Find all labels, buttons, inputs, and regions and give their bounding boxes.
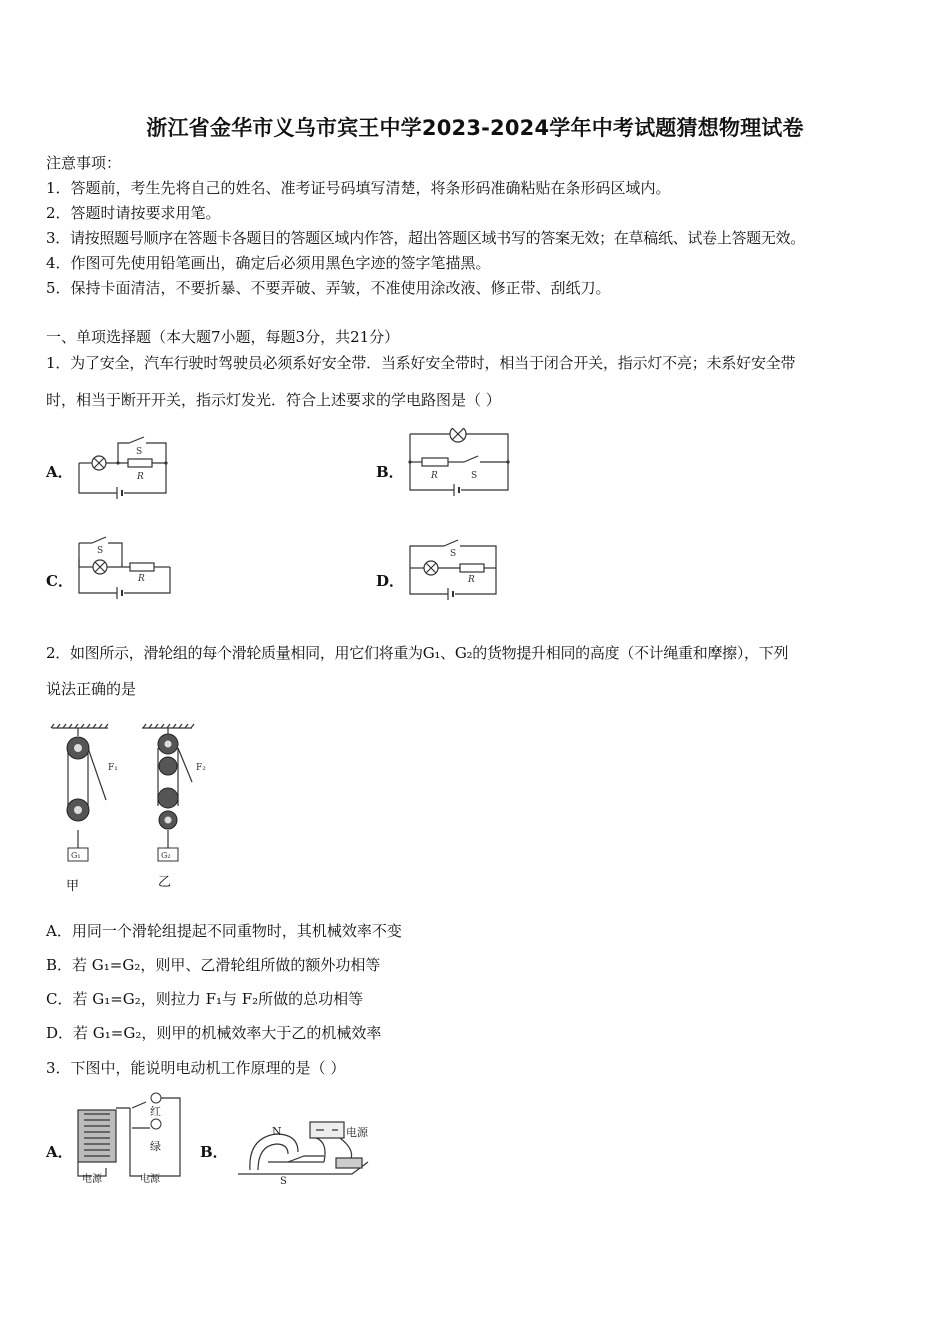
notice-item-2: 2．答题时请按要求用笔。 <box>46 204 221 222</box>
motor-s-label: S <box>280 1176 287 1186</box>
motor-power-label: 电源 <box>346 1126 368 1139</box>
q3-text-line1: 3．下图中，能说明电动机工作原理的是（ ） <box>46 1059 346 1077</box>
circuit-d-diagram <box>404 538 509 600</box>
circuit-a-diagram <box>74 435 179 500</box>
q2-text-line1: 2．如图所示，滑轮组的每个滑轮质量相同，用它们将重为G₁、G₂的货物提升相同的高度（不计绳重和摩擦），下列 <box>46 644 789 662</box>
q2-option-d: D．若 G₁=G₂，则甲的机械效率大于乙的机械效率 <box>46 1024 382 1042</box>
notice-item-3: 3．请按照题号顺序在答题卡各题目的答题区域内作答，超出答题区域书写的答案无效；在草稿纸、试卷上答题无效。 <box>46 229 805 247</box>
circuit-b-resistor-label: R <box>431 471 438 481</box>
circuit-c-diagram <box>74 535 179 600</box>
notice-item-5: 5．保持卡面清洁，不要折暴、不要弄破、弄皱，不准使用涂改液、修正带、刮纸刀。 <box>46 279 611 297</box>
q1-option-d-label: D． <box>376 572 405 590</box>
pulley-f1-label: F₁ <box>108 763 118 773</box>
circuit-a-switch-label: S <box>136 447 143 457</box>
circuit-b-diagram <box>404 428 519 500</box>
q2-option-a: A．用同一个滑轮组提起不同重物时，其机械效率不变 <box>46 922 402 940</box>
q1-option-b-label: B． <box>376 463 404 481</box>
pulley-g1-label: G₁ <box>71 851 81 860</box>
circuit-b-switch-label: S <box>471 471 478 481</box>
circuit-c-resistor-label: R <box>138 574 145 584</box>
q1-text-line1: 1．为了安全，汽车行驶时驾驶员必须系好安全带．当系好安全带时，相当于闭合开关，指示灯不亮；未系好安全带 <box>46 354 796 372</box>
section-heading: 一、单项选择题（本大题7小题，每题3分，共21分） <box>46 328 400 346</box>
pulley-f2-label: F₂ <box>196 763 206 773</box>
motor-n-label: N <box>272 1125 282 1138</box>
q1-text-line2: 时，相当于断开开关，指示灯发光．符合上述要求的学电路图是（ ） <box>46 391 501 409</box>
pulley-g2-label: G₂ <box>161 851 171 860</box>
circuit-a-resistor-label: R <box>137 472 144 482</box>
relay-green-label: 绿 <box>150 1140 161 1153</box>
q3-option-b-label: B． <box>200 1143 228 1161</box>
page-title: 浙江省金华市义乌市宾王中学2023-2024学年中考试题猜想物理试卷 <box>146 116 804 140</box>
q2-option-c: C．若 G₁=G₂，则拉力 F₁与 F₂所做的总功相等 <box>46 990 364 1008</box>
q1-option-a-label: A． <box>46 463 73 481</box>
circuit-d-switch-label: S <box>450 549 457 559</box>
circuit-c-switch-label: S <box>97 546 104 556</box>
relay-power-label-1: 电源 <box>82 1174 102 1184</box>
pulley-label-yi: 乙 <box>158 875 172 890</box>
q2-text-line2: 说法正确的是 <box>46 680 137 698</box>
notice-heading: 注意事项： <box>46 154 122 172</box>
relay-figure <box>70 1088 186 1184</box>
notice-item-1: 1．答题前，考生先将自己的姓名、准考证号码填写清楚，将条形码准确粘贴在条形码区域内。 <box>46 179 671 197</box>
pulley-label-jia: 甲 <box>66 879 80 894</box>
q3-option-a-label: A． <box>46 1143 73 1161</box>
q2-option-b: B．若 G₁=G₂，则甲、乙滑轮组所做的额外功相等 <box>46 956 381 974</box>
q1-option-c-label: C． <box>46 572 73 590</box>
circuit-d-resistor-label: R <box>468 575 475 585</box>
notice-item-4: 4．作图可先使用铅笔画出，确定后必须用黑色字迹的签字笔描黑。 <box>46 254 491 272</box>
relay-power-label-2: 电源 <box>140 1174 160 1184</box>
motor-figure <box>228 1112 378 1186</box>
relay-red-label: 红 <box>150 1105 161 1118</box>
pulley-figure <box>44 722 224 897</box>
